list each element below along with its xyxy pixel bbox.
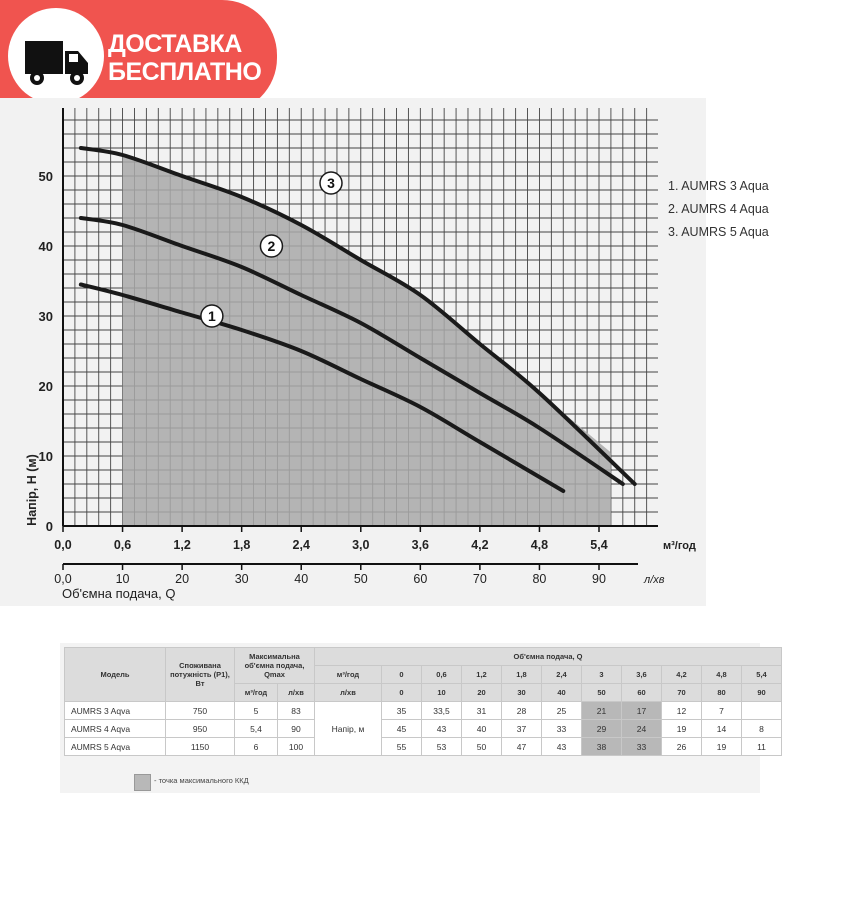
header-flow-l: 30 (502, 684, 542, 702)
cell-power: 750 (166, 702, 235, 720)
cell-model: AUMRS 3 Aqva (65, 702, 166, 720)
x-tick-label-m3: 5,4 (590, 538, 608, 552)
cell-head-value: 11 (742, 738, 782, 756)
header-flow: Об'ємна подача, Q (315, 648, 782, 666)
y-tick-label: 10 (38, 449, 53, 464)
curve-label-2: 2 (267, 238, 276, 254)
cell-head-value: 21 (582, 702, 622, 720)
x-tick-label-m3: 0,6 (113, 538, 132, 552)
cell-model: AUMRS 5 Aqva (65, 738, 166, 756)
cell-head-value: 31 (462, 702, 502, 720)
header-flow-l: 10 (422, 684, 462, 702)
header-flow-m3: 3,6 (622, 666, 662, 684)
x-tick-label-l: 0,0 (54, 572, 72, 586)
header-qmax-m3: м³/год (235, 684, 278, 702)
legend-item-3: 3. AUMRS 5 Aqua (668, 225, 769, 239)
cell-head-value: 24 (622, 720, 662, 738)
cell-head-value: 14 (702, 720, 742, 738)
cell-head-value: 40 (462, 720, 502, 738)
cell-head-value: 47 (502, 738, 542, 756)
x-tick-label-l: 50 (353, 572, 368, 586)
cell-head-value: 33 (542, 720, 582, 738)
badge-line-2: БЕСПЛАТНО (108, 58, 262, 86)
cell-head-value: 38 (582, 738, 622, 756)
cell-head-value: 53 (422, 738, 462, 756)
efficiency-legend-swatch (134, 774, 151, 791)
x-tick-label-m3: 1,2 (173, 538, 191, 552)
header-flow-l: 0 (382, 684, 422, 702)
efficiency-legend-note: - точка максимального ККД (154, 776, 249, 785)
table-header-row (65, 648, 782, 666)
cell-head-value: 33,5 (422, 702, 462, 720)
spec-table (64, 647, 782, 756)
header-flow-l: 80 (702, 684, 742, 702)
x-tick-label-m3: 4,8 (530, 538, 549, 552)
header-flow-l: 40 (542, 684, 582, 702)
x-tick-label-l: 20 (175, 572, 190, 586)
cell-head-value: 43 (422, 720, 462, 738)
y-tick-label: 50 (38, 169, 53, 184)
x-tick-label-l: 90 (592, 572, 606, 586)
cell-head-value: 8 (742, 720, 782, 738)
table-row (65, 738, 782, 756)
header-flow-l: 50 (582, 684, 622, 702)
cell-qmax-l: 100 (278, 738, 315, 756)
x-unit-top: м³/год (663, 540, 696, 552)
efficiency-zone-shade (123, 155, 611, 526)
header-flow-m3: 2,4 (542, 666, 582, 684)
header-qmax: Максимальна об'ємна подача, Qmax (235, 648, 315, 684)
y-tick-label: 20 (38, 379, 53, 394)
curve-label-3: 3 (327, 175, 335, 191)
x-tick-label-m3: 2,4 (292, 538, 310, 552)
cell-qmax-m3: 5,4 (235, 720, 278, 738)
legend-item-2: 2. AUMRS 4 Aqua (668, 202, 769, 216)
header-model: Модель (65, 648, 166, 702)
x-tick-label-m3: 0,0 (54, 538, 72, 552)
x-tick-label-m3: 4,2 (471, 538, 489, 552)
x-tick-label-l: 30 (234, 572, 249, 586)
header-flow-m3: 4,2 (662, 666, 702, 684)
cell-head-value: 55 (382, 738, 422, 756)
header-flow-m3: 1,2 (462, 666, 502, 684)
cell-qmax-m3: 6 (235, 738, 278, 756)
header-flow-m3: 0,6 (422, 666, 462, 684)
table-row (65, 720, 782, 738)
header-flow-m3: 5,4 (742, 666, 782, 684)
cell-head-value: 17 (622, 702, 662, 720)
x-tick-label-m3: 1,8 (232, 538, 251, 552)
cell-head-value: 45 (382, 720, 422, 738)
cell-qmax-l: 90 (278, 720, 315, 738)
y-tick-label: 0 (45, 519, 53, 534)
header-flow-l: 20 (462, 684, 502, 702)
x-tick-label-l: 60 (413, 572, 428, 586)
cell-head-value: 19 (702, 738, 742, 756)
cell-head-value: 25 (542, 702, 582, 720)
x-tick-label-l: 10 (115, 572, 130, 586)
x-tick-label-l: 40 (294, 572, 309, 586)
cell-head-value: 29 (582, 720, 622, 738)
cell-head-label: Напір, м (315, 702, 382, 756)
header-flow-m3: 4,8 (702, 666, 742, 684)
header-flow-m3: 0 (382, 666, 422, 684)
x-tick-label-m3: 3,0 (352, 538, 370, 552)
legend-item-1: 1. AUMRS 3 Aqua (668, 179, 769, 193)
x-axis-title: Об'ємна подача, Q (62, 586, 176, 601)
cell-head-value: 19 (662, 720, 702, 738)
cell-head-value: 35 (382, 702, 422, 720)
x-tick-label-l: 80 (532, 572, 547, 586)
cell-head-value (742, 702, 782, 720)
header-qmax-l: л/хв (278, 684, 315, 702)
cell-power: 1150 (166, 738, 235, 756)
header-flow-m3: 3 (582, 666, 622, 684)
x-unit-bottom: л/хв (644, 574, 665, 586)
cell-head-value: 50 (462, 738, 502, 756)
cell-head-value: 12 (662, 702, 702, 720)
cell-qmax-m3: 5 (235, 702, 278, 720)
badge-line-1: ДОСТАВКА (108, 30, 242, 58)
header-flow-m3: 1,8 (502, 666, 542, 684)
curve-label-1: 1 (207, 308, 216, 324)
cell-qmax-l: 83 (278, 702, 315, 720)
y-axis-title: Напір, H (м) (25, 454, 39, 526)
table-row (65, 702, 782, 720)
x-tick-label-l: 70 (472, 572, 487, 586)
header-unit-m3: м³/год (315, 666, 382, 684)
cell-model: AUMRS 4 Aqva (65, 720, 166, 738)
cell-head-value: 37 (502, 720, 542, 738)
header-unit-l: л/хв (315, 684, 382, 702)
cell-power: 950 (166, 720, 235, 738)
header-power: Споживана потужність (Р1), Вт (166, 648, 235, 702)
y-tick-label: 40 (38, 239, 53, 254)
y-tick-label: 30 (38, 309, 53, 324)
header-flow-l: 60 (622, 684, 662, 702)
cell-head-value: 33 (622, 738, 662, 756)
cell-head-value: 28 (502, 702, 542, 720)
cell-head-value: 7 (702, 702, 742, 720)
x-tick-label-m3: 3,6 (411, 538, 430, 552)
header-flow-l: 90 (742, 684, 782, 702)
header-flow-l: 70 (662, 684, 702, 702)
cell-head-value: 26 (662, 738, 702, 756)
cell-head-value: 43 (542, 738, 582, 756)
